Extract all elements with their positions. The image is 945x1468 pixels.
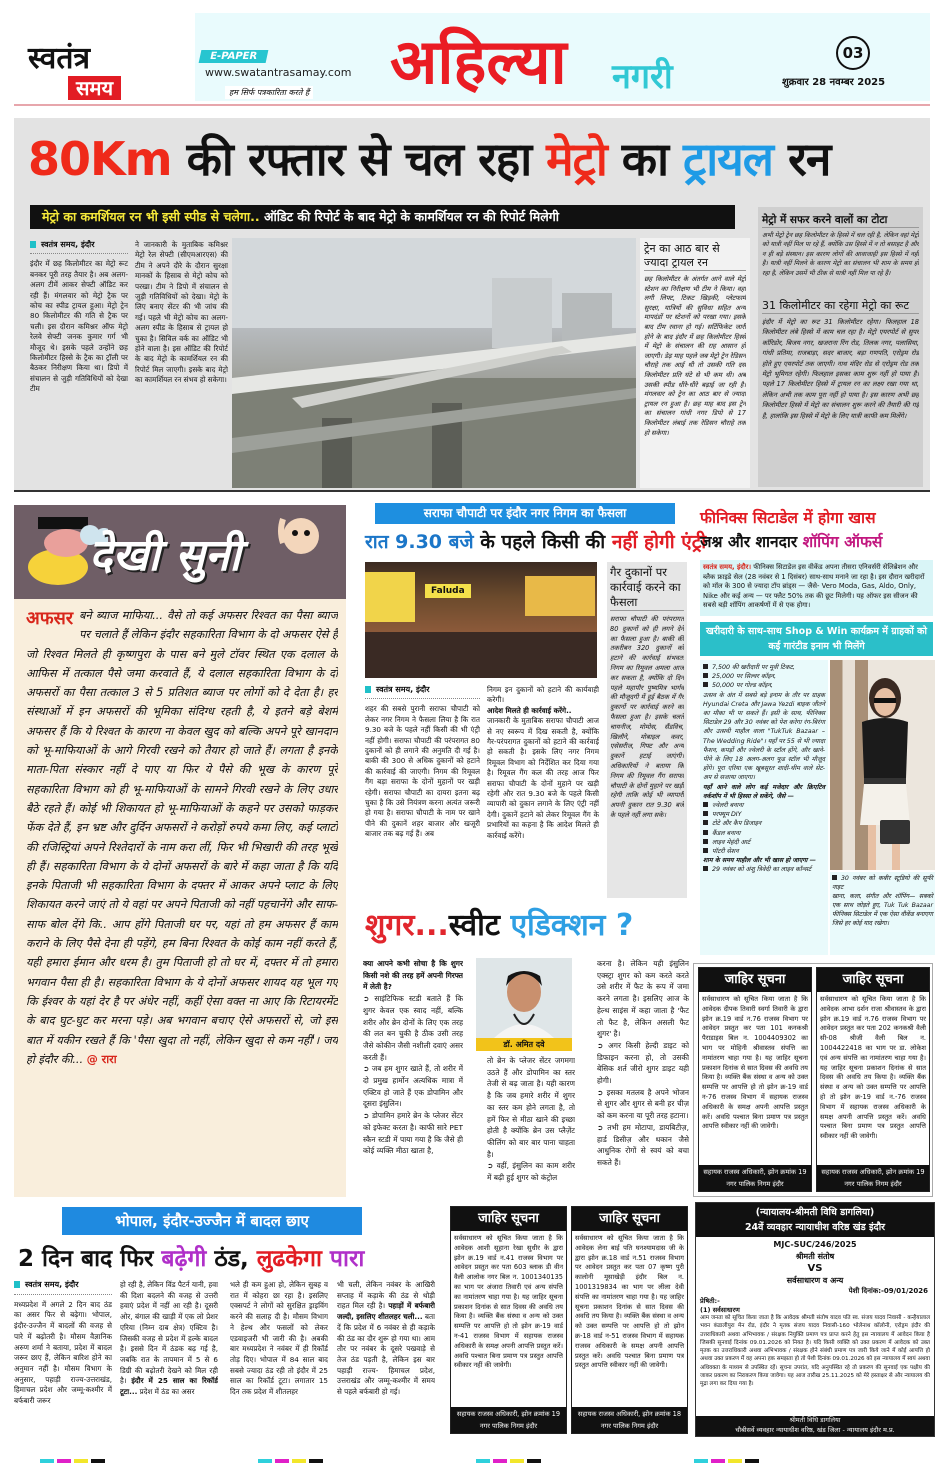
print-registration-marks: [40, 1448, 940, 1452]
listening-face-icon: [269, 511, 329, 561]
notice-footer: [699, 1165, 811, 1191]
registration-mark: [493, 1459, 507, 1463]
epaper-badge: E-PAPER: [199, 50, 269, 63]
registration-mark: [694, 1459, 708, 1463]
registration-mark: [91, 1459, 105, 1463]
metro-subheadline-bar: [30, 205, 735, 229]
addressee: (1) सर्वसाधारण: [700, 1306, 740, 1314]
headline-part: एडिक्शन ?: [510, 908, 634, 943]
notice-title: जाहिर सूचना: [451, 1207, 566, 1231]
court-title: 24वें व्यवहार न्यायाधीश वरिष्ठ खंड इंदौर: [744, 1222, 886, 1233]
dekhi-suni-banner: [14, 505, 346, 599]
registration-mark: [258, 1459, 272, 1463]
public-notice: [816, 967, 930, 1192]
workshop-text: टोटे और कैप डिजाइन: [712, 820, 762, 828]
article-text: शाम के समय माहौल और भी खास हो जाएगा —: [703, 857, 816, 865]
metro-train-photo: [232, 238, 636, 488]
metro-right-box: [758, 207, 923, 487]
dekhi-suni-text: [26, 606, 338, 1191]
article-text: तो ब्रेन के प्लेजर सेंटर जगमगा उठते हैं और डोपामिन का स्तर तेजी से बढ़ जाता है। यही कारण है कि जब हमारे शरीर में शुगर का स्तर कम होने लगता है, तो हमें फिर से मीठा खाने की इच्छा होती है क्योंकि ब्रेन उस प्लैज़ेंट फीलिंग को बार बार पाना चाहता है।: [487, 1056, 575, 1159]
logo-text: स्वतंत्र: [28, 41, 91, 76]
headline-part: रात 9.30 बजे: [365, 531, 474, 553]
phoenix-details: [700, 660, 828, 955]
workshop-item: [703, 838, 825, 847]
sugar-column-1: [363, 958, 463, 1198]
sidebar-text: सराफा चौपाटी की परंपरागत 80 दुकानों को ही लगने देने का फैसला हुआ है। बाकी की तकरीबन 320 दुकानों को हटाने की कार्रवाई संभवतः निगम का रिमूवल अमला आज कर सकता है, क्योंकि दो दिन पहले महापौर पुष्यमित्र भार्गव की मौजूदगी में हुई बैठक में गैर दुकानों पर कार्रवाई करने का फैसला हुआ है। इसके चलते चायनीज, मोमोस, सैंडविच, खिलौने, मोबाइल कवर, एसेसरीज, गिफ्ट और अन्य दुकानें हटाई जाएंगी। अधिकारियों ने बताया कि निगम की रिमूवल गैंग सराफा चौपाटी के दोनों मुहाने पर खड़ी रहेगी ताकि कोई भी व्यापारी अपनी दुकान रात 9.30 बजे के पहले नहीं लगा सके।: [610, 615, 684, 819]
doctor-photo: [476, 958, 572, 1038]
weather-column-3: भले ही कम हुआ हो, लेकिन सुबह व रात में कोहरा छा रहा है। इसलिए एक्सपर्ट ने लोगों को सुरक्षित ड्राइविंग करने की सलाह दी है। मौसम विभाग ने हेल्थ और फसलों को लेकर एडवाइजरी भी जारी की है। अबकी बार मध्यप्रदेश ने नवंबर में ही रिकॉर्ड तोड़ दिए। भोपाल में 84 साल बाद सबसे ज्यादा ठंड रही तो इंदौर में 25 साल का रिकॉर्ड टूटा। लगातार 15 दिन तक प्रदेश में शीतलहर: [230, 1280, 328, 1397]
sarafa-banner: सराफा चौपाटी पर इंदौर नगर निगम का फैसला: [375, 503, 675, 524]
court-header: [696, 1203, 934, 1237]
logo-text-samay: समय: [68, 76, 121, 100]
workshop-item: [703, 847, 825, 856]
weather-column-1: [14, 1280, 112, 1435]
prize-text: 25,000 पर सिल्वर कॉइन,: [712, 673, 777, 681]
bullet: ➲ जब हम शुगर खाते हैं, तो शरीर में दो प्रमुख हार्मोन अत्यधिक मात्रा में एक्टिव हो जाते हैं एक डोपामिन और दूसरा इंसुलिन।: [363, 1064, 463, 1109]
byline: स्वतंत्र समय, इंदौर: [14, 1280, 112, 1295]
judge-name: श्रीमती विधि डागलिया: [789, 1416, 841, 1424]
registration-mark: [711, 1459, 725, 1463]
registration-mark: [745, 1459, 759, 1463]
registration-mark: [728, 1459, 742, 1463]
headline-part: लुढकेगा: [256, 1246, 322, 1272]
prize-item: [703, 663, 825, 672]
headline-part: रन: [773, 132, 831, 186]
bullet-text: डोपामिन हमारे ब्रेन के प्लेजर सेंटर को इफेक्ट करता है। काफी सारे PET स्कैन स्टडी में पाया गया है कि जैसे ही कोई व्यक्ति मीठा खाता है,: [363, 1111, 463, 1156]
article-text: मध्यप्रदेश में अगले 2 दिन बाद ठंड का असर फिर से बढ़ेगा। भोपाल, इंदौर-उज्जैन में बादलों की वजह से पारे में बढ़ोतरी है। मौसम वैज्ञानिक अरुण शर्मा ने बताया, प्रदेश में बादल जरूर छाए हैं, लेकिन बारिश होने का अनुमान नहीं है। मौसम विभाग के अनुसार, पहाड़ी राज्य-उत्तराखंड, हिमाचल प्रदेश और जम्मू-कश्मीर में बर्फबारी जरूर: [14, 1299, 112, 1406]
bullet-text: वहीं, इंसुलिन का काम शरीर में बढ़ी हुई शुगर को कंट्रोल: [487, 1161, 575, 1183]
sarafa-column-1: [365, 685, 480, 895]
prize-item: [703, 672, 825, 681]
weather-column-2: [120, 1280, 218, 1435]
column-text: बने ब्याज माफिया... वैसे तो कई अफसर रिश्वत का पैसा ब्याज पर चलाते हैं लेकिन इंदौर सहकारिता विभाग के दो अफसर ऐसे हैं जो रिश्वत मिलते ही कृष्णपुरा के पास बने मुले टॉवर स्थित एक दलाल के आफिस में तत्काल पैसे जमा करवाते हैं, ये दलाल सहकारिता विभाग के दो अफसरों का पैसा तत्काल 3 से 5 प्रतिशत ब्याज पर लोगों को दे देता है। हर संस्थाओं में इन अफसरों की भूमिका संदिग्ध रहती है, ये इतने बड़े बेशर्म अफसर हैं कि ये रिश्वत के कारण ना केवल खुद को बल्कि अपने पूरे खानदान को भू-माफियाओं के आगे गिरवी रखने को तैयार हो जाते हैं। लगता है इनके माता-पिता संस्कार नहीं दे पाए या फिर ये पैसे की भूख के कारण पूरे सहकारिता विभाग को ही भू-माफियाओं के सामने गिरवी रखने के लिए उधार बैठे रहते हैं। कोई भी शिकायत हो भू-माफियाओं के कहने पर उसको फाड़कर फेंक देते हैं, इन भ्रष्ट और दुर्दिन अफसरों ने करोड़ों रुपये कमा लिए, कई प्लाटों की रजिस्ट्रियां अपने रिश्तेदारों के नाम करा लीं, फिर भी भिखारी की तरह भूखे ही हैं। सहकारिता विभाग के ये दोनों अफसरों के बारे में कहा जाता है कि यदि इनके पिताजी भी सहकारिता विभाग के दफ्तर में आकर अपने प्लाट के लिए शिकायत करने जाएं तो ये वहां पर अपने पिताजी को नहीं पहचानेंगे और साफ-साफ बोल देंगे कि.. आप होंगे पिताजी घर पर, यहां तो हम अफसर हैं काम कराने के लिए पैसे देना ही पड़ेंगे, हम बिना रिश्वत के कोई काम नहीं करते हैं, यही हमारा ईमान और धरम है। तुम पिताजी हो तो घर में, दफ्तर में तो हमारा भगवान पैसा ही है। सहकारिता विभाग के ये दोनों अफसर शायद यह भूल गए कि ईश्वर के यहां देर है पर अंधेर नहीं, कहीं ऐसा वक्त ना आए कि रिटायरमेंट के बाद घुट-घुट कर मरना पड़े। अब भगवान बचाए ऐसे अफसरों से, जो इस बात में यकीन रखते हैं कि 'पैसा खुदा तो नहीं, लेकिन खुदा से कम नहीं'। जय हो इंदौर की...: [26, 609, 338, 1066]
registration-mark: [292, 1459, 306, 1463]
notice-signatory: सहायक राजस्व अधिकारी, झोन क्रमांक 19: [456, 1410, 561, 1418]
article-text: भी चली, लेकिन नवंबर के आखिरी सप्ताह में कड़ाके की ठंड से थोड़ी राहत मिल रही है।: [337, 1280, 435, 1311]
workshop-text: ज्वेलरी बनाना: [712, 802, 744, 810]
sugar-headline: [365, 905, 633, 947]
headline-part: स्वीट: [448, 908, 511, 943]
headline-part: 80Km: [28, 132, 172, 186]
prize-text: 7,500 की खरीदारी पर मूवी टिकट,: [712, 664, 795, 671]
bullet-text: तभी हम मोटापा, डायबिटीज़, हार्ड डिसीज़ और थकान जैसे आधुनिक रोगों से स्वयं को बचा सकते हैं।: [597, 1122, 689, 1167]
workshop-text: लाइव मेहंदी आर्ट: [712, 838, 751, 846]
notice-body: सर्वसाधारण को सूचित किया जाता है कि आवेदक आशी सूहाना रेखा सुधीर के द्वारा झोन क्र.19 वार्ड न.41 राजस्व विभाग पर आवेदन प्रस्तुत कर पता 603 ब्लाक डी वीन वैली आलोक नगर बिल न. 1001340135 का भाग पर अंजारा तिवारी एवं अन्य संपत्ति का नामांतरण चाहा गया है। यह जाहिर सूचना प्रकाशन दिनांक से सात दिवस की अवधि तय किया है। व्यक्ति बैंक संस्था व अन्य को उक्त सम्पत्ति पर आपत्ति हो तो झोन क्र-19 वार्ड न-41 राजस्व विभाग में सहायक राजस्व अधिकारी के समक्ष अपनी आपत्ति प्रस्तुत करें। अवधि पश्चात बिना प्रमाण पत्र प्रस्तुत आपत्ति स्वीकार नहीं की जावेगी।: [454, 1234, 563, 1370]
weather-banner: भोपाल, इंदौर-उज्जैन में बादल छाए: [62, 1207, 362, 1235]
respondent: सर्वसाधारण व अन्य: [786, 1276, 844, 1285]
byline: स्वतंत्र समय, इंदौर।: [703, 563, 752, 571]
bullet: ➲ साइंटिफिक स्टडी बताते हैं कि शुगर केवल एक स्वाद नहीं, बल्कि शरीर और ब्रेन दोनों के लिए एक तरह की लत बन चुकी है ठीक उसी तरह जैसे कोकीन जैसी नशीली दवाएं असर करती हैं।: [363, 994, 463, 1062]
weather-column-4: [337, 1280, 435, 1435]
petitioner: श्रीमती संतोष: [795, 1252, 835, 1261]
subheading: आदेश मिलते ही कार्रवाई करेंगे..: [487, 705, 572, 715]
author-signature: @ रारा: [86, 1052, 117, 1066]
article-text: शहर की सबसे पुरानी सराफा चौपाटी को लेकर नगर निगम ने फैसला लिया है कि रात 9.30 बजे के पहले नहीं किसी की भी एंट्री नहीं होगी। सराफा चौपाटी की परंपरागत 80 दुकानों को ही लगाने की अनुमति दी गई है। बाकी की 300 से अधिक दुकानों को हटाने की कार्रवाई की जाएगी। निगम की रिमूवल गैंग बड़ा सराफा के दोनों मुहानों पर खड़ी रहेगी। सराफा चौपाटी का दायरा इतना बढ़ चुका है कि उसे नियंत्रण करना अत्यंत जरूरी हो गया है। सराफा चौपाटी के नाम पर खाने पीने की दुकानें शहर बाजार और खजूरी बाजार तक बढ़ गई हैं। अब: [365, 704, 480, 839]
subheadline-yellow: मेट्रो का कमर्शियल रन भी इसी स्पीड से चलेगा..: [42, 209, 260, 224]
intro-question: क्या आपने कभी सोचा है कि शुगर किसी नशे की तरह हमें अपनी गिरफ्त में लेती है?: [363, 959, 463, 992]
public-notice: [571, 1206, 688, 1434]
workshop-text: पॉटरी सेशन: [712, 848, 739, 856]
intro-text: फीनिक्स सिटाडेल इस वीकेंड अपना तीसरा एनिवर्सरी सेलिब्रेशन और ब्लैक फ्राइडे सेल (28 नवंबर से 1 दिसंबर) साथ-साथ मनाने जा रहा है। इस दौरान खरीदारों को मॉल के 300 से ज्यादा टॉप ब्रांड्स — जैसे- Vero Moda, Gas, Aldo, Only, Nike और कई अन्य — पर फ्लैट 50% तक की छूट मिलेगी। यह ऑफर इस सीजन की सबसे बड़ी शॉपिंग आकर्षणों में से एक होगा।: [703, 563, 925, 609]
headline-part: बढ़ेगी: [161, 1246, 207, 1272]
registration-mark: [40, 1459, 54, 1463]
workshop-item: [703, 819, 825, 828]
workshop-text: परफ्यूम DIY: [712, 811, 742, 819]
tagline: हम सिर्फ पत्रकारिता करते हैं: [225, 86, 313, 99]
sidebar-heading: ट्रेन का आठ बार से ज्यादा ट्रायल रन: [644, 242, 746, 271]
notice-office: नगर पालिक निगम इंदौर: [726, 1180, 784, 1188]
headline-part: नहीं होगी एंट्री: [611, 531, 707, 553]
model-photo: [830, 660, 935, 870]
registration-mark: [476, 1459, 490, 1463]
sarafa-headline: [365, 528, 706, 554]
sidebar-heading: गैर दुकानों पर कार्रवाई करने का फैसला: [610, 565, 684, 611]
headline-part: शुगर...: [365, 908, 449, 943]
prize-item: [703, 681, 825, 690]
masthead-subtitle: नगरी: [612, 57, 673, 97]
versus: VS: [807, 1263, 823, 1274]
headline-line: फीनिक्स सिटाडेल में होगा खास: [700, 509, 876, 527]
article-text: खाना, कला, संगीत और शॉपिंग— सबको एक साथ जोड़ते हुए, Tuk Tuk Bazaar फीनिक्स सिटाडेल में एक ऐसा वीकेंड बनाएगा जिसे हर कोई याद रखेगा।: [832, 893, 933, 927]
court-notice-body: आम जनता को सूचित किया जाता है कि आवेदक श्रीमती संतोष यादव पति स्व. संजय यादव निवासी - कन्हैयालाल भवन कंडालीपुरा मेन रोड, इंदौर ने मृतक संजय यादव निवासी-160 भोलेनाथ कॉलोनी, एरोड्रम इंदौर की उत्तराधिकारी अथवा अभिभावक / संरक्षक नियुक्ति प्रमाण पत्र प्राप्त करने हेतु इस न्यायालय में आवेदन किया है जिसकी सुनवाई दिनांक 09.01.2026 को नियत है। यदि किसी व्यक्ति को उक्त प्रकरण में आवेदक को उक्त मृतक का उत्तराधिकारी अथवा अभिभावक / संरक्षक होने संबंधी प्रमाण पत्र जारी किये जाने में कोई आपत्ति हो अथवा उक्त प्रकरण में वह अपना हक समझता हो तो पेशी दिनांक 09.01.2026 को इस न्यायालय में स्वयं अथवा अधिवक्ता के माध्यम से उपस्थित रहें। सूचना उपरांत, यदि अनुपस्थित रहे तो प्रकरण की सुनवाई एक पक्षीय की जाकर प्रकरण का निराकरण किया जावेगा। यह आज तारीख 25.11.2025 को मेरे हस्ताक्षर से और न्यायालय की मुद्रा लगा कर दिया गया है।: [700, 1315, 930, 1388]
sugar-column-3: [597, 958, 689, 1198]
bullet: ➲ इसका मतलब है अपने भोजन से शुगर और शुगर से बनी हर चीज़ को कम करना या पूरी तरह हटाना।: [597, 1087, 689, 1121]
headline-part: का: [606, 132, 684, 186]
masthead-title: अहिल्या: [390, 25, 567, 98]
doctor-portrait: [476, 958, 572, 1038]
shop-and-win-banner: खरीदारी के साथ-साथ Shop & Win कार्यक्रम में ग्राहकों को कई गारंटीड इनाम भी मिलेंगे: [700, 622, 933, 656]
metro-headline: [28, 124, 830, 194]
workshop-item: [703, 810, 825, 819]
notice-body: सर्वसाधारण को सूचित किया जाता है कि आवेदक लेना बाई पति घनश्यामदास जी के द्वारा झोन क्र.18 वार्ड न.51 राजस्व विभाग पर आवेदन प्रस्तुत कर पता 07 कृष्ण पुरी कालोनी मूसाखेड़ी इंदौर बिल न. 1001319834 का भाग पर लीला देवी संपत्ति का नामांतरण चाहा गया है। यह जाहिर सूचना प्रकाशन दिनांक से सात दिवस की अवधि तय किया है। व्यक्ति बैंक संस्था व अन्य को उक्त सम्पत्ति पर आपत्ति हो तो झोन क्र-18 वार्ड न-51 राजस्व विभाग में सहायक राजस्व अधिकारी के समक्ष अपनी आपत्ति प्रस्तुत करें। अवधि पश्चात बिना प्रमाण पत्र प्रस्तुत आपत्ति स्वीकार नहीं की जावेगी।: [575, 1234, 684, 1370]
headline-part: 2 दिन बाद फिर: [18, 1246, 162, 1272]
byline: स्वतंत्र समय, इंदौर: [365, 685, 480, 699]
notice-body: सर्वसाधारण को सूचित किया जाता है कि आवेदक आभा दर्शन राजा श्रीवास्तव के द्वारा झोन क्र.19 वार्ड न.76 राजस्व विभाग पर आवेदन प्रस्तुत कर पता 202 कनकश्री वैली सी-08 श्रीजी वैली बिल न. 1004422418 का भाग पर डा. लोकेश एवं अन्य संपत्ति का नामांतरण चाहा गया है। यह जाहिर सूचना प्रकाशन दिनांक से सात दिवस की अवधि तय किया है। व्यक्ति बैंक संस्था व अन्य को उक्त सम्पत्ति पर आपत्ति हो तो झोन क्र-19 वार्ड न.-76 राजस्व विभाग में सहायक राजस्व अधिकारी के समक्ष अपनी आपत्ति प्रस्तुत करें। अवधि पश्चात बिना प्रमाण पत्र प्रस्तुत आपत्ति स्वीकार नहीं की जावेगी।: [820, 995, 926, 1141]
public-notice: [450, 1206, 567, 1434]
judge-designation: चौबीसवें व्यवहार न्यायाधीश वरिष्ठ, खंड जिला - न्यायालय इंदौर म.प्र.: [735, 1425, 895, 1434]
notice-signatory: सहायक राजस्व अधिकारी, झोन क्रमांक 19: [821, 1168, 925, 1176]
evening-item: [832, 874, 933, 892]
notice-title: जाहिर सूचना: [699, 968, 811, 992]
phoenix-headline: [700, 506, 935, 554]
notice-signatory: सहायक राजस्व अधिकारी, झोन क्रमांक 18: [577, 1410, 682, 1418]
header-divider: [14, 104, 930, 106]
headline-part: जश्न और शानदार: [700, 533, 803, 551]
headline-part: की रफ्तार से चल रहा: [171, 132, 547, 186]
evening-text: 30 नवंबर को कबीर स्टूडियो की सूफी नाइट: [832, 875, 933, 891]
addressee-label: प्रेषिती:-: [700, 1297, 720, 1305]
public-notice: [698, 967, 812, 1192]
notice-footer: [572, 1407, 687, 1433]
sugar-column-2: [487, 1055, 575, 1200]
notice-footer: [817, 1165, 929, 1191]
bullet-text: अगर किसी हेल्दी डाइट को डिफाइन करना हो, तो उसकी बेसिक शर्त जीरो शुगर डाइट यही होगी।: [597, 1040, 689, 1086]
bullet: ➲ तभी हम मोटापा, डायबिटीज़, हार्ड डिसीज़ और थकान जैसे आधुनिक रोगों से स्वयं को बचा सकते हैं।: [597, 1122, 689, 1167]
bullet-text: जब हम शुगर खाते हैं, तो शरीर में दो प्रमुख हार्मोन अत्यधिक मात्रा में एक्टिव हो जाते हैं एक डोपामिन और दूसरा इंसुलिन।: [363, 1064, 463, 1109]
notice-signatory: सहायक राजस्व अधिकारी, झोन क्रमांक 19: [703, 1168, 807, 1176]
bullet: ➲ वहीं, इंसुलिन का काम शरीर में बढ़ी हुई शुगर को कंट्रोल: [487, 1161, 575, 1183]
doctor-name-caption: डॉ. अमित दवे: [476, 1038, 572, 1051]
prize-text: 50,000 पर गोल्ड कॉइन,: [712, 682, 773, 690]
article-text: यहाँ आने वाले लोग कई मजेदार और क्रिएटिव वर्कशॉप में भी हिस्सा ले सकेंगे, जैसे —: [703, 783, 825, 800]
website-link[interactable]: www.swatantrasamay.com: [205, 66, 352, 79]
notice-office: नगर पालिक निगम इंदौर: [479, 1422, 538, 1430]
box-heading: 31 किलोमीटर का रहेगा मेट्रो का रूट: [762, 299, 919, 314]
hearing-date: पेशी दिनांक:-09/01/2026: [848, 1287, 928, 1295]
notice-office: नगर पालिक निगम इंदौर: [600, 1422, 659, 1430]
shop-sign: Faluda: [425, 584, 471, 598]
article-text: उत्सव के अंत में सबसे बड़े इनाम के तौर पर ग्राहक Hyundai Creta और Jawa Yezdi बाइक जीतने का मौका भी पा सकते हैं। इसी के साथ, फीनिक्स सिटाडेल 29 और 30 नवंबर को पेश करेगा रंग-बिरंगा और उत्सवी माहौल वाला "TukTuk Bazaar – The Wedding Ride"। यहाँ पर 55 से भी ज्यादा फैशन, कपड़ों और ज्वेलरी के स्टॉल होंगे, और खाने-पीने के लिए 18 अलग-अलग फूड स्टॉल भी मौजूद होंगे। पूरा एरिया एक खूबसूरत शादी-थीम वाले सेट-अप से सजाया जाएगा।: [703, 691, 825, 782]
registration-mark: [510, 1459, 524, 1463]
model-illustration: [830, 660, 935, 870]
court-name: (न्यायालय-श्रीमती विधि डागलिया): [755, 1207, 875, 1218]
registration-mark: [309, 1459, 323, 1463]
metro-column-1: [30, 240, 128, 488]
box-heading: मेट्रो में सफर करने वालों का टोटा: [762, 213, 919, 228]
subheadline-white: ऑडिट की रिपोर्ट के बाद मेट्रो के कामर्शियल रन की रिपोर्ट मिलेगी: [259, 209, 560, 224]
article-text: करना है। लेकिन यही इंसुलिन एक्स्ट्रा शुगर को कम करते करते उसे शरीर में फैट के रूप में जमा करने लगता है। इसलिए आज के हेल्थ साइंस में कहा जाता है 'फैट तो फैट है, लेकिन असली फैट शुगर' है।: [597, 959, 689, 1039]
article-text: जानकारी के मुताबिक सराफा चौपाटी आज से नए स्वरूप में दिख सकती है, क्योंकि गैर-परंपरागत दुकानों को हटाने की कार्रवाई हो सकती है। इसके लिए नगर निगम रिमूवल विभाग को निर्देशित कर दिया गया है। रिमूवल गैंग कल की तरह आज फिर सराफा चौपाटी के दोनों मुहाने पर खड़ी रहेगी और रात 9.30 बजे के पहले किसी व्यापारी को दुकान लगाने के लिए एंट्री नहीं देगी। दुकानें हटाने को लेकर रिमूवल गैंग के प्रभारियों का कहना है कि आदेश मिलते ही कार्रवाई करेंगे।: [487, 716, 599, 840]
swatantra-samay-logo: [28, 42, 143, 106]
notice-title: जाहिर सूचना: [817, 968, 929, 992]
metro-column-2: ने जानकारी के मुताबिक कमिश्नर मेट्रो रेल सेफ्टी (सीएमआरएस) की टीम ने अपने दौरे के दौरान सुरक्षा मानकों के हिसाब से मेट्रो कोच को परखा। टीम ने डिपो में संचालन से जुड़ी गतिविधियों को देखा। मेट्रो के लिए बनाए सेंटर की भी जांच की गई। पहले भी मेट्रो कोच का अलग-अलग स्पीड के हिसाब से ट्रायल हो चुका है। सिविल वर्क का ऑडिट भी होने वाला है। इस ऑडिट की रिपोर्ट के बाद मेट्रो के कामर्शियल रन की रिपोर्ट मिल जाएगी। इसके बाद मेट्रो का कामर्शियल रन संभव हो सकेगा।: [135, 240, 228, 385]
page-number: 03: [836, 36, 870, 70]
lead-word: अफसर: [26, 608, 74, 629]
byline: स्वतंत्र समय, इंदौर: [30, 240, 128, 254]
article-text: प्रदेश में ठंड का असर: [137, 1387, 195, 1397]
article-text: निगम इन दुकानों को हटाने की कार्यवाही करेगी।: [487, 685, 599, 705]
workshop-text: कैंडल बनाना: [712, 829, 741, 837]
weather-headline: [18, 1240, 364, 1278]
evening-text: 29 नवंबर को अंशु त्रिवेदी का लाइव कॉन्सर्ट: [712, 866, 812, 874]
headline-part: के पहले किसी की: [473, 531, 612, 553]
workshop-item: [703, 801, 825, 810]
headline-part: ठंड,: [206, 1246, 257, 1272]
sarafa-sidebar: [607, 562, 687, 898]
subheading: पहाड़ों में बर्फबारी जल्दी, इसलिए शीतलहर चली...: [337, 1301, 435, 1322]
registration-mark: [527, 1459, 541, 1463]
bullet-text: साइंटिफिक स्टडी बताते हैं कि शुगर केवल एक स्वाद नहीं, बल्कि शरीर और ब्रेन दोनों के लिए एक तरह की लत बन चुकी है ठीक उसी तरह जैसे कोकीन जैसी नशीली दवाएं असर करती हैं।: [363, 994, 463, 1062]
registration-mark: [57, 1459, 71, 1463]
box-text: अभी मेट्रो ट्रेन छह किलोमीटर के हिस्से में चल रही है, लेकिन वहां मेट्रो को यात्री नहीं मिल पा रहे हैं, क्योंकि उस हिस्से में न तो बसाहट है और न ही बड़े संस्थान। इस कारण लोगों की आवाजाही इस हिस्से में नहीं है। यात्री नहीं मिलने के कारण मेट्रो का संचालन भी शाम के समय हो रहा है, लेकिन उसमें भी ठीक से यात्री नहीं मिल पा रहे हैं।: [762, 232, 919, 277]
bullet: ➲ डोपामिन हमारे ब्रेन के प्लेजर सेंटर को इफेक्ट करता है। काफी सारे PET स्कैन स्टडी में पाया गया है कि जैसे ही कोई व्यक्ति मीठा खाता है,: [363, 1111, 463, 1156]
court-notice: [695, 1202, 935, 1437]
bullet: ➲ अगर किसी हेल्दी डाइट को डिफाइन करना हो, तो उसकी बेसिक शर्त जीरो शुगर डाइट यही होगी।: [597, 1040, 689, 1086]
metro-sidebar: [640, 238, 750, 488]
bullet-text: इसका मतलब है अपने भोजन से शुगर और शुगर से बनी हर चीज़ को कम करना या पूरी तरह हटाना।: [597, 1087, 689, 1121]
article-text: बता दें कि प्रदेश में 6 नवंबर से ही कड़ाके की ठंड का दौर शुरू हो गया था। आम तौर पर नवंबर के दूसरे पखवाड़े से तेज ठंड पड़ती है, लेकिन इस बार पहाड़ी राज्य- हिमाचल प्रदेश, उत्तराखंड और जम्मू-कश्मीर में समय से पहले बर्फबारी हो गई।: [337, 1312, 435, 1397]
court-footer: [696, 1416, 934, 1436]
notice-footer: [451, 1407, 566, 1433]
sarafa-column-2: [487, 685, 599, 895]
notice-body: सर्वसाधारण को सूचित किया जाता है कि आवेदक दीपक तिवारी स्वर्गा तिवारी के द्वारा झोन क्र.19 वार्ड न.76 राजस्व विभाग पर आवेदन प्रस्तुत कर पता 101 कनकश्री पैराडाइस बिल न. 1004409302 का भाग पर मोहिनी श्रीवास्तव संपत्ति का नामांतरण चाहा गया है। यह जाहिर सूचना प्रकाशन दिनांक से सात दिवस की अवधि तय किया है। व्यक्ति बैंक संस्था व अन्य को उक्त सम्पत्ति पर आपत्ति हो तो झोन क्र-19 वार्ड न-76 राजस्व विभाग में सहायक राजस्व अधिकारी के समक्ष अपनी आपत्ति प्रस्तुत करें। अवधि पश्चात बिना प्रमाण पत्र प्रस्तुत आपत्ति स्वीकार नहीं की जावेगी।: [702, 995, 808, 1131]
registration-mark: [275, 1459, 289, 1463]
article-text: हो रही है, लेकिन विंड पैटर्न यानी, हवा की दिशा बदलने की वजह से उत्तरी हवाएं प्रदेश में नहीं आ रही है। दूसरी ओर, बंगाल की खाड़ी में एक लो प्रेशर एरिया (निम्न दाब क्षेत्र) एक्टिव है। जिसकी वजह से प्रदेश में हल्के बादल है। इससे दिन में ठंडक बढ़ गई है, जबकि रात के तापमान में 5 से 6 डिग्री की बढ़ोतरी देखने को मिल रही है।: [120, 1280, 218, 1386]
workshop-item: [703, 829, 825, 838]
phoenix-caption: [830, 872, 935, 955]
dekhi-suni-title: देखी सुनी: [89, 530, 241, 581]
headline-part: ट्रायल: [683, 132, 773, 186]
registration-mark: [74, 1459, 88, 1463]
headline-part: मेट्रो: [546, 132, 607, 186]
issue-date: शुक्रवार 28 नवम्बर 2025: [782, 77, 886, 88]
evening-item: [703, 865, 825, 874]
case-number: MJC-SUC/246/2025: [773, 1240, 857, 1249]
sarafa-market-photo: [365, 562, 597, 678]
notice-title: जाहिर सूचना: [572, 1207, 687, 1231]
article-text: इंदौर में छह किलोमीटर का मेट्रो रूट बनकर पूरी तरह तैयार है। अब अलग-अलग टीमें आकर सेफ्टी ऑडिट कर रही हैं। मंगलवार को मेट्रो ट्रैक पर कोच का स्पीड ट्रायल हुआ। मेट्रो ट्रेन 80 किलोमीटर की गति से ट्रैक पर चली। इस दौरान कमिश्नर ऑफ मेट्रो रेलवे सेफ्टी जनक कुमार गर्ग भी मौजूद थे। इसके पहले उन्होंने छह किलोमीटर हिस्से के ट्रैक का ट्रॉली पर बैठकर निरीक्षण किया था। डिपो में संचालन से जुड़ी गतिविधियों को देखा टीम: [30, 259, 128, 394]
headline-part: शॉपिंग ऑफर्स: [802, 533, 883, 551]
box-text: इंदौर में मेट्रो का रूट 31 किलोमीटर रहेगा। फिलहाल 18 किलोमीटर लंबे हिस्से में काम चल रहा है। मेट्रो एयरपोर्ट से सुपर कॉरिडोर, बिजय नगर, खजराना रिंग रोड, तिलक नगर, पलासिया, गांधी प्रतिमा, राजबाड़ा, सदर बाजार, बड़ा गणपति, एरोड्रम रोड होते हुए एयरपोर्ट तक जाएगी। नाथ मंदिर रोड से एरोड्रम रोड तक मेट्रो भूमिगत रहेगी। फिलहाल इसका काम शुरू नहीं हो पाया है। पहले 17 किलोमीटर हिस्से में ट्रायल रन का लक्ष्य रखा गया था, लेकिन अभी तक काम पूरा नहीं हो पाया है। इस कारण अभी छह किलोमीटर हिस्से में मेट्रो का संचालन शुरू करने की तैयारी की गई है, हालांकि इस हिस्से में मेट्रो के लिए यात्री काफी कम मिलेंगे।: [762, 318, 919, 420]
metro-photo-illustration: [232, 238, 636, 488]
headline-part: पारा: [321, 1246, 365, 1272]
subheading: इंदौर में 25 साल का रिकॉर्ड टूटा...: [120, 1376, 218, 1397]
notice-office: नगर पालिक निगम इंदौर: [844, 1180, 902, 1188]
phoenix-intro: [700, 560, 933, 616]
sidebar-text: छह किलोमीटर के अंतर्गत आने वाले मेट्रो स्टेशन का निरीक्षण भी टीम ने किया। वहां लगी लिफ्ट, टिकट खिड़की, प्लेटफार्म सुरक्षा, यात्रियों की सुविधा सहित अन्य मापदंडों पर स्टेशनों को परखा गया। इसके बाद टीम रवाना हो गई। सर्टिफिकेट जारी होने के बाद इंदौर में छह किलोमीटर हिस्से में मेट्रो के संचालन की राह आसान हो जाएगी। डेढ़ माह पहले जब मेट्रो ट्रेन रेडिसन चौराहे तक आई थी तो उसकी गति दस किलोमीटर प्रति घंटे से भी कम थी। अब उसकी स्पीड धीरे-धीरे बढ़ाई जा रही है। मंगलवार को ट्रेन का आठ बार से ज्यादा ट्रायल रन हुआ है। छह माह बाद इस ट्रेन का संचालन गांधी नगर डिपो से 17 किलोमीटर लंबाई तक रेडिसन चौराहे तक हो सकेगा।: [644, 275, 746, 437]
